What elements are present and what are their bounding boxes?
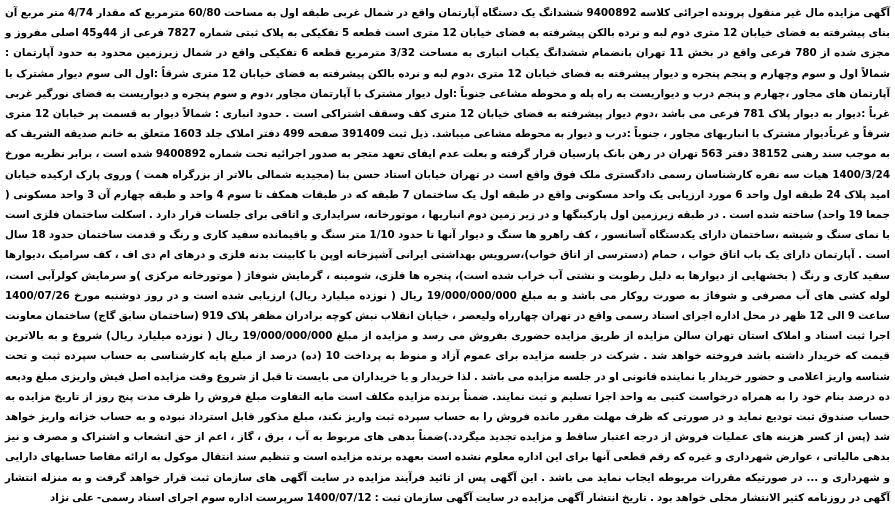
auction-notice-text: آگهی مزایده مال غیر منقول پرونده اجرائی کلاسه 9400892 ششدانگ یک دستگاه آپارتمان واقع در شمال غربی طبقه اول به مساحت 60/80 مترمربع که مقدار 4/74 متر مربع آن بنای پیشرفته به فضای خیابان 12 متری دوم لبه و نرده بالکن پیشرفته به فضای خیابان 12 متری است قطعه 5 تفکیکی به پلاک ثبتی شماره 7827 فرعی از 44و45 اصلی مفروز و مجزی شده از 780 فرعی واقع در بخش 11 تهران بانضمام ششدانگ یکباب انباری به مساحت 3/32 مترمربع قطعه 6 تفکیکی واقع در شمال زیرزمین محدود به حدود آپارتمان : شمالاً اول و سوم وچهارم و پنجم پنجره و دیوار پیشرفته به فضای خیابان 12 متری ،دوم لبه و نرده بالکن پیشرفته به فضای خیابان 12 متری شرقاً :اول الی سوم دیوار مشترک با آپارتمان های مجاور ،چهارم و پنجم درب و دیواریست به راه پله و محوطه مشاعی جنوباً :اول دیوار مشترک با آپارتمان مجاور ،دوم و سوم پنجره و دیواریست به فضای نورگیر غربی غرباً :دیوار به دیوار پلاک 781 فرعی می باشد ،دوم دیوار پیشرفته به فضای خیابان 12 متری کف وسقف اشتراکی است . حدود انباری : شمالاً دیوار به قسمت پر خیابان 12 متری شرقاً و غرباًدیوار مشترک با انباریهای مجاور ، جنوباً :درب و دیوار به محوطه مشاعی میباشد. ذیل ثبت 391409 صفحه 499 دفتر املاک جلد 1603 متعلق به خانم صدیقه الشریف که به موجب سند رهنی 38152 دفتر 563 تهران در رهن بانک پارسیان قرار گرفته و بعلت عدم ایفای تعهد متجر به صدور اجرائیه تحت شماره 9400892 شده است ، برابر نظریه مورخ 1400/3/24 هیات سه نفره کارشناسان رسمی دادگستری ملک فوق واقع است در تهران خیابان استاد حسن بنا (مجیدیه شمالی بالاتر از بزرگراه همت ) وروی پارک ارکیده خیابان امید پلاک 24 طبقه اول واحد 6 مورد ارزیابی یک واحد مسکونی واقع در طبقه اول یک ساختمان 7 طبقه که در طبقات همکف تا سوم 4 واحد و طبقه چهارم آن 3 واحد مسکونی ( جمعا 19 واحد) ساخته شده است . در طبقه زیرزمین اول پارکینگها و در زیر زمین دوم انباریها ، موتورخانه، سرایداری و اتاقی برای جلسات قرار دارد . اسکلت ساختمان فلزی است با نمای سنگ و شیشه ،ساختمان دارای یکدستگاه آسانسور ، کف راهرو ها سنگ و دیوار آنها تا حدود 1/10 متر سنگ و باقیمانده سفید کاری و رنگ و قدمت ساختمان حدود 18 سال است . آپارتمان دارای یک باب اتاق خواب ، حمام (دسترسی از اتاق خواب)،سرویس بهداشتی ایرانی آشپزخانه اوپن با کابینت بدنه فلزی و درهای ام دی اف ، کف سرامیک ،دیوارها سفید کاری و رنگ ( بخشهایی از دیوارها به دلیل رطوبت و نشتی آب خراب شده است)، پنجره ها فلزی، شومینه ، گرمایش شوفاژ ( موتورخانه مرکزی )و سرمایش کولرآبی است، لوله کشی های آب مصرفی و شوفاژ به صورت روکار می باشد و به مبلغ 19/000/000/000 ریال ( نوزده میلیارد ریال) ارزیابی شده است و در روز دوشنبه مورخ 1400/07/26 ساعت 9 الی 12 ظهر در محل اداره اجرای اسناد رسمی واقع در تهران چهارراه ولیعصر ، خیابان انقلاب نبش کوچه برادران مظفر پلاک 919 (ساختمان سابق گاج) ساختمان معاونت اجرا ثبت اسناد و املاک استان تهران سالن مزایده از طریق مزایده حضوری بفروش می رسد و مزایده از مبلغ 19/000/000/000 ریال ( نوزده میلیارد ریال) شروع و به بالاترین قیمت که خریدار داشته باشد فروخته خواهد شد . شرکت در جلسه مزایده برای عموم آزاد و منوط به پرداخت 10 (ده) درصد از مبلغ پایه کارشناسی به حساب سپرده ثبت و تحت شناسه واریز اعلامی و حضور خریدار یا نماینده قانونی او در جلسه مزایده می باشد . لذا خریدار و یا خریداران می بایست تا قبل از شروع وقت مزایده اصل فیش واریزی مبلغ ودیعه ده درصد بنام خود را به همراه درخواست کتبی به واحد اجرا تسلیم و ثبت نمایند. ضمناً برنده مزایده مکلف است مابه التفاوت مبلغ فروش را ظرف مدت پنج روز از تاریخ مزایده به حساب صندوق ثبت تودیع نماید و در صورتی که ظرف مهلت مقرر مانده فروش را به حساب سپرده ثبت واریز نکند، مبلغ مذکور قابل استرداد نبوده و به حساب خزانه واریز خواهد شد (پس از کسر هزینه های عملیات فروش از درجه اعتبار ساقط و مزایده تجدید میگردد.)ضمناً بدهی های مربوط به آب ، برق ، گاز ، اعم از حق انشعاب و اشتراک و مصرف و نیز بدهی مالیاتی ، عوارض شهرداری و غیره که رقم قطعی آنها برای این اداره معلوم نشده است بعهده برنده مزایده است و تنظیم سند انتقال موکول به ارائه مفاصا حسابهای دارایی و شهرداری و ... در صورتیکه مقررات مربوطه ایجاب نماید می باشد . این آگهی پس از تائید فرآیند مزایده در سایت آگهی های سازمان ثبت قرار خواهد گرفت و به منزله انتشار آگهی در روزنامه کثیر الانتشار محلی خواهد بود . تاریخ انتشار آگهی مزایده در سایت آگهی سازمان ثبت : 1400/07/12 سرپرست اداره سوم اجرای اسناد رسمی- علی نژاد	[5, 7, 891, 504]
